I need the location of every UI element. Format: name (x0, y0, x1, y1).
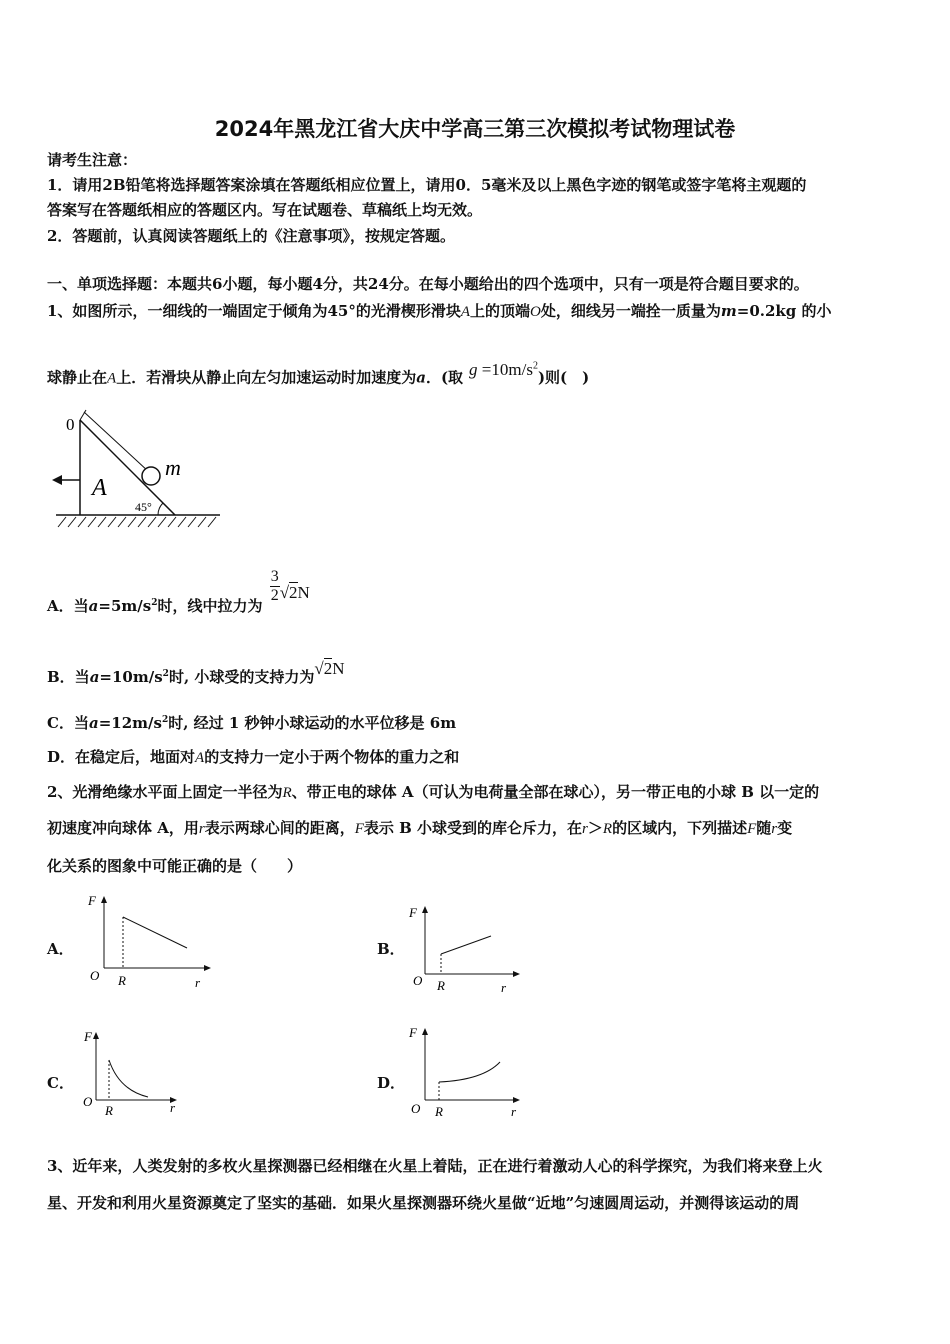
q2-line-1: 2、光滑绝缘水平面上固定一半径为R、带正电的球体 A（可认为电荷量全部在球心），另一带正电的小球 B 以一定的 (47, 783, 820, 801)
notice-line-2: 答案写在答题纸相应的答题区内。写在试题卷、草稿纸上均无效。 (47, 201, 483, 219)
q1-option-d: D．在稳定后，地面对A的支持力一定小于两个物体的重力之和 (47, 748, 460, 766)
sqrt-2-n-a: √2N (279, 583, 310, 602)
q1-option-b: B．当$a=10m/s^2$时, 小球受的支持力为√2N (47, 659, 345, 686)
notice-line-1: 1．请用2B铅笔将选择题答案涂填在答题纸相应位置上，请用0．5毫米及以上黑色字迹的钢笔或签字笔将主观题的 (47, 176, 807, 194)
fig-label-a: A (92, 475, 107, 501)
notice-heading: 请考生注意： (47, 151, 138, 169)
graph-b-rbig-label: R (437, 978, 445, 993)
wedge-figure (50, 400, 230, 530)
graph-c-o-label: O (83, 1094, 93, 1109)
graph-b-rsmall-label: r (501, 980, 507, 995)
fig-label-angle: 45° (135, 500, 152, 514)
q2-line-3: 化关系的图象中可能正确的是（ ） (47, 857, 303, 875)
q2-option-b-label: B． (377, 940, 405, 958)
fig-label-m: m (165, 455, 181, 480)
section-heading: 一、单项选择题：本题共6小题，每小题4分，共24分。在每小题给出的四个选项中，只有一项是符合题目要求的。 (47, 275, 809, 293)
graph-c-rsmall-label: r (170, 1100, 176, 1115)
q1-line-2: 球静止在A上．若滑块从静止向左匀加速运动时加速度为a．(取 $g =10m/s^2$)则( ) (47, 359, 590, 387)
q2-option-c-label: C． (47, 1074, 74, 1092)
graph-a (80, 890, 220, 990)
graph-d-o-label: O (411, 1101, 421, 1116)
graph-a-o-label: O (90, 968, 100, 983)
gravity-formula: $g =10m/s^2$ (469, 359, 538, 379)
graph-c-rbig-label: R (105, 1103, 113, 1118)
sqrt-2-n-b: √2N (314, 659, 345, 678)
graph-d-rbig-label: R (435, 1104, 443, 1119)
q1-line-1: 1、如图所示，一细线的一端固定于倾角为45°的光滑楔形滑块A上的顶端O处，细线另一端拴一质量为m=0.2kg 的小 (47, 302, 832, 320)
graph-c-f-label: F (84, 1029, 92, 1044)
graph-b (405, 900, 525, 995)
q1-option-a: A．当$a=5m/s^2$时，线中拉力为 $\frac{3}{2}$ √2N (47, 568, 310, 615)
graph-a-rsmall-label: r (195, 975, 201, 990)
graph-b-f-label: F (409, 905, 417, 920)
graph-a-f-label: F (88, 893, 96, 908)
graph-d-rsmall-label: r (511, 1104, 517, 1119)
graph-c (78, 1022, 188, 1120)
q3-line-2: 星、开发和利用火星资源奠定了坚实的基础．如果火星探测器环绕火星做“近地”匀速圆周运动，并测得该运动的周 (47, 1194, 800, 1212)
fig-label-o: 0 (66, 415, 75, 434)
graph-b-o-label: O (413, 973, 423, 988)
graph-a-rbig-label: R (118, 973, 126, 988)
q2-option-a-label: A． (47, 940, 74, 958)
graph-d (405, 1020, 527, 1120)
q1-option-c: C．当$a=12m/s^2$时, 经过 1 秒钟小球运动的水平位移是 6m (47, 714, 457, 732)
q2-option-d-label: D． (377, 1074, 406, 1092)
q2-line-2: 初速度冲向球体 A，用r表示两球心间的距离，F表示 B 小球受到的库仑斥力，在r＞R的区域内，下列描述F随r变 (47, 819, 793, 837)
notice-line-3: 2．答题前，认真阅读答题纸上的《注意事项》，按规定答题。 (47, 227, 455, 245)
fraction-3-2: $\frac{3}{2}$ (270, 568, 279, 604)
page-title: 2024年黑龙江省大庆中学高三第三次模拟考试物理试卷 (214, 117, 736, 141)
graph-d-f-label: F (409, 1025, 417, 1040)
q3-line-1: 3、近年来，人类发射的多枚火星探测器已经相继在火星上着陆，正在进行着激动人心的科学探究，为我们将来登上火 (47, 1157, 823, 1175)
